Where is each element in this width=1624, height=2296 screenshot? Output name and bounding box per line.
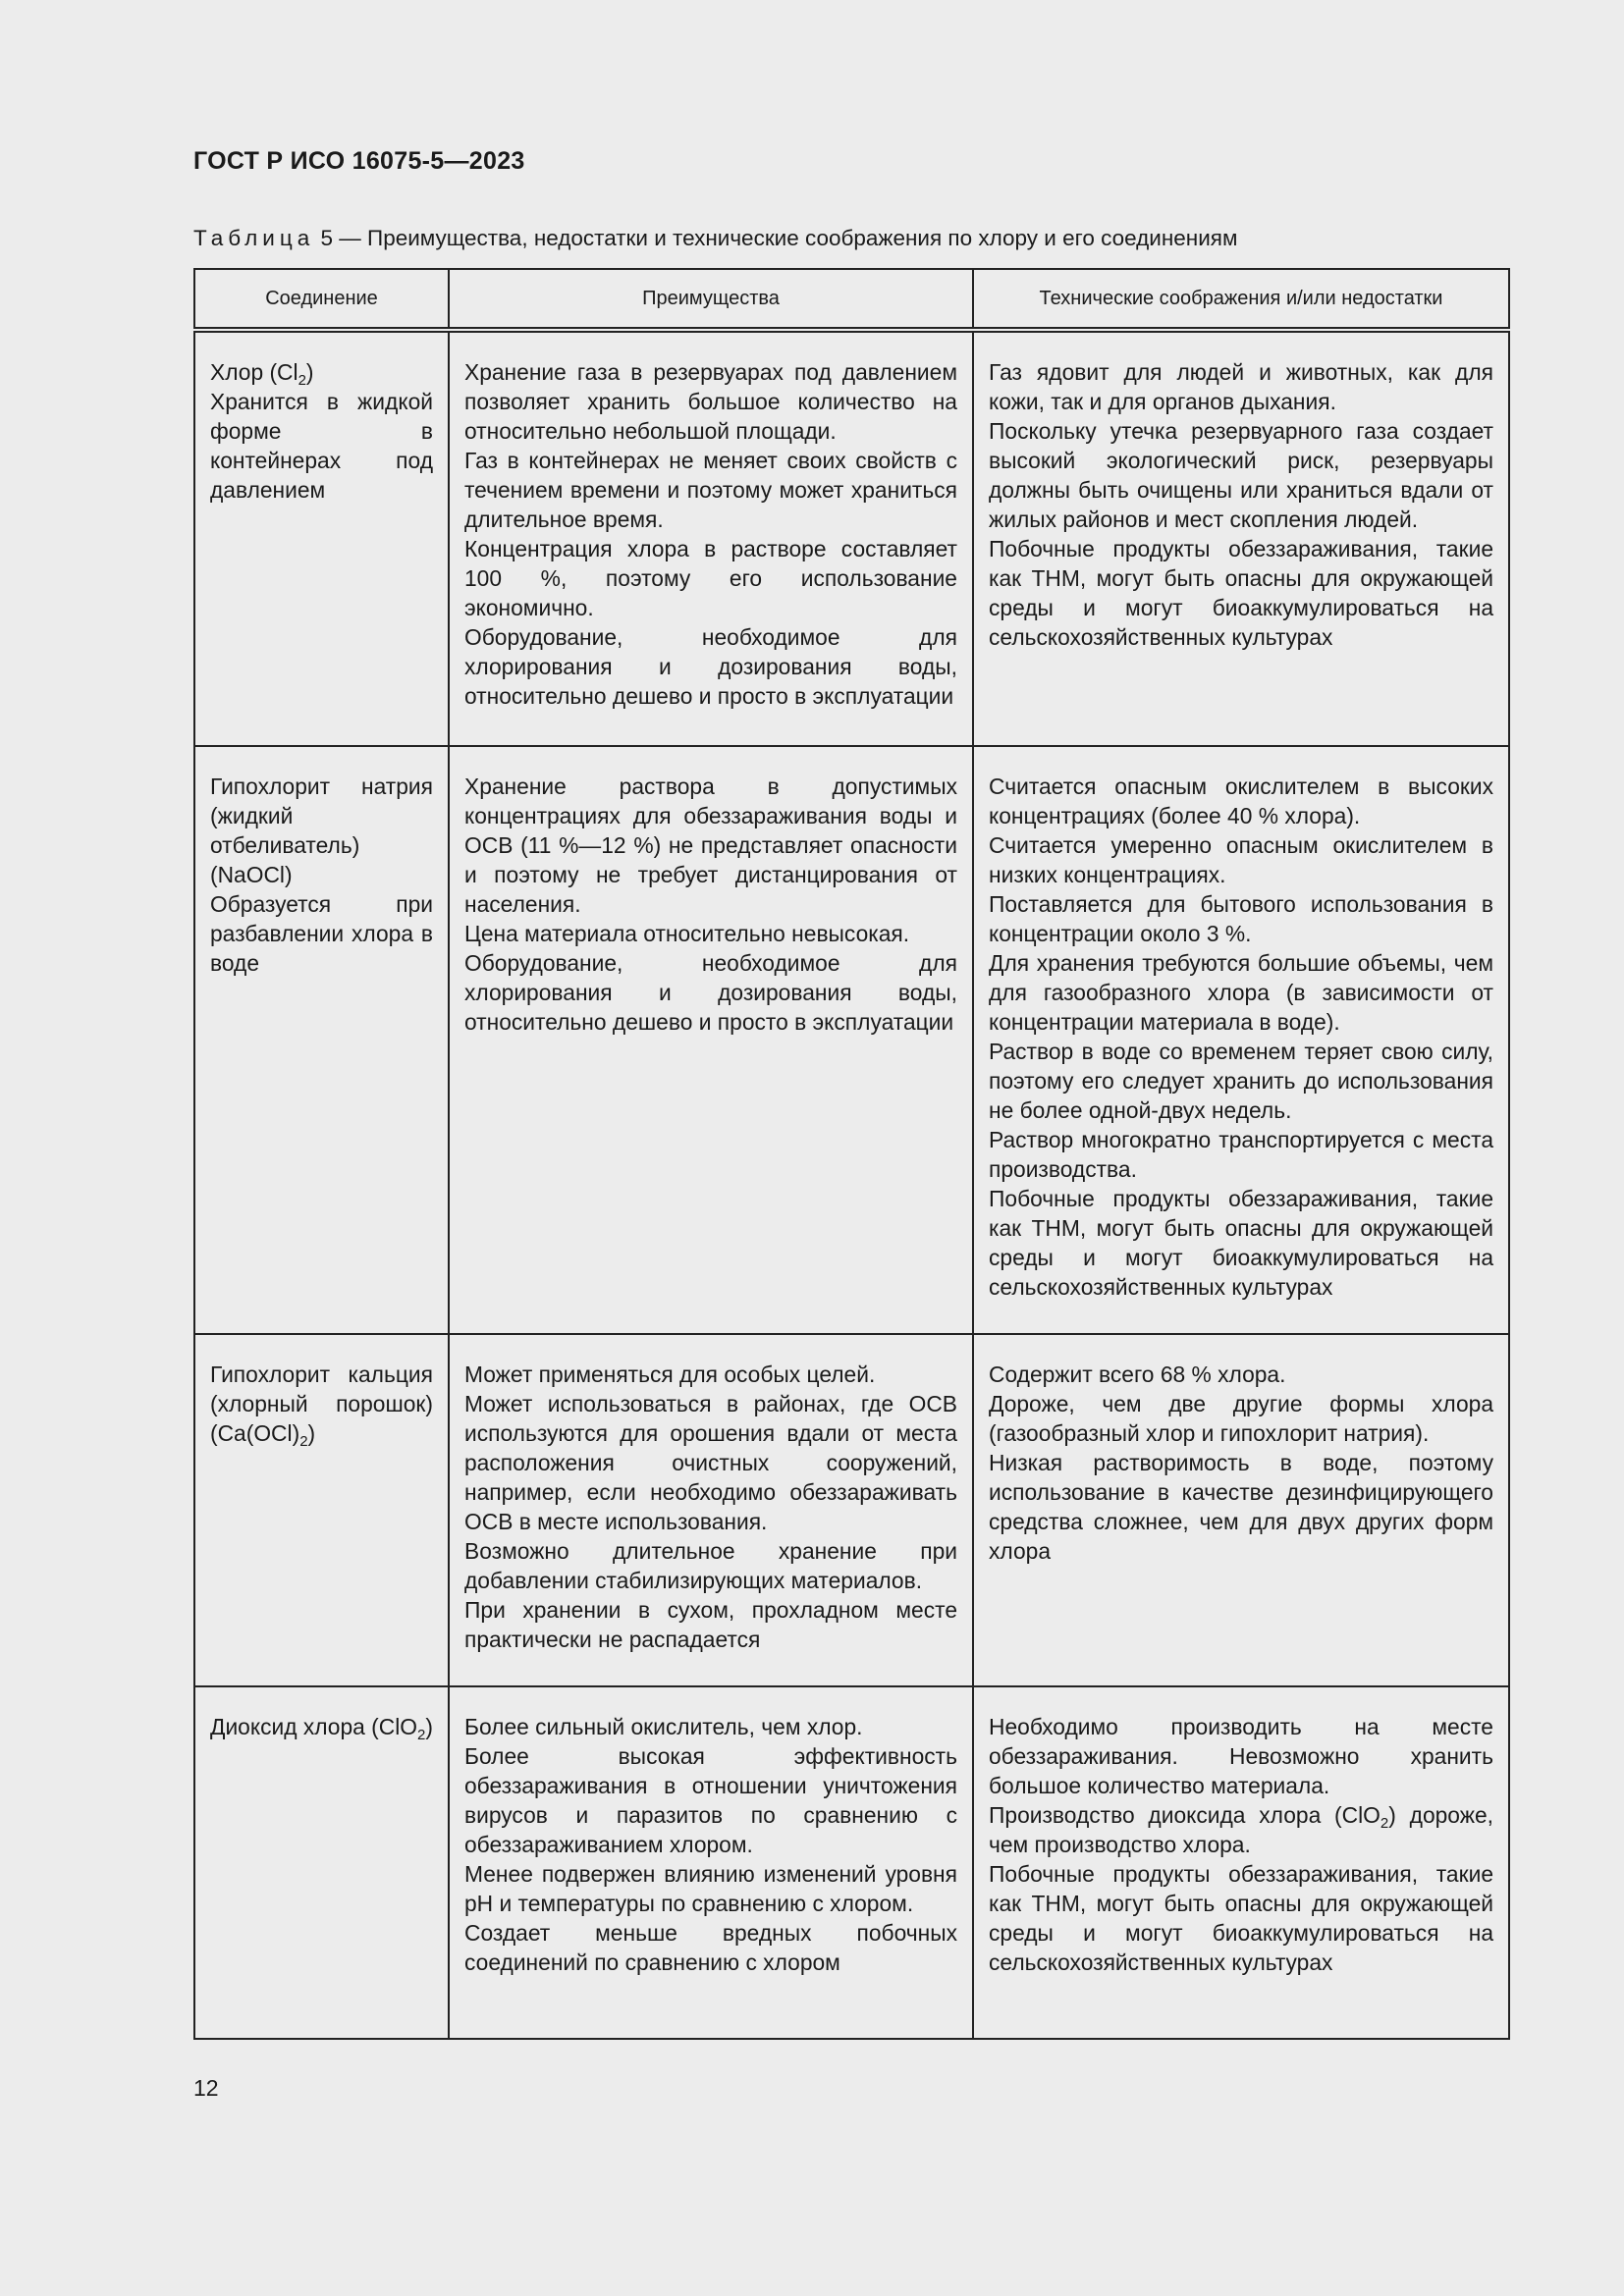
consideration-item: Дороже, чем две другие формы хлора (газообразный хлор и гипохлорит натрия). [989,1391,1493,1446]
consideration-item: Необходимо производить на месте обеззараживания. Невозможно хранить большое количество материала. [989,1714,1493,1798]
advantage-item: Создает меньше вредных побочных соединений по сравнению с хлором [464,1920,957,1975]
advantage-item: Хранение газа в резервуарах под давлением позволяет хранить большое количество на относительно небольшой площади. [464,359,957,444]
table-row [194,330,1509,746]
table-row [194,1334,1509,1686]
consideration-item: Раствор в воде со временем теряет свою силу, поэтому его следует хранить до использования не более одной-двух недель. [989,1039,1493,1123]
table-body [194,330,1509,2039]
consideration-item: Побочные продукты обеззараживания, такие как ТНМ, могут быть опасны для окружающей среды и могут биоаккумулироваться на сельскохозяйственных культурах [989,536,1493,650]
document-header: ГОСТ Р ИСО 16075-5—2023 [193,147,525,175]
consideration-item: Низкая растворимость в воде, поэтому использование в качестве дезинфицирующего средства сложнее, чем для двух других форм хлора [989,1450,1493,1564]
advantage-item: Оборудование, необходимое для хлорирования и дозирования воды, относительно дешево и просто в эксплуатации [464,624,957,709]
compound-cell [194,746,449,1334]
advantages-cell [449,1686,973,2039]
advantages-cell [449,1334,973,1686]
table-row [194,1686,1509,2039]
table-caption [193,226,1237,251]
column-header-advantages: Преимущества [449,269,973,330]
chlorine-comparison-table [193,268,1510,2040]
table-row [194,746,1509,1334]
advantage-item: Более высокая эффективность обеззараживания в отношении уничтожения вирусов и паразитов по сравнению с обеззараживанием хлором. [464,1743,957,1857]
consideration-item: Считается умеренно опасным окислителем в низких концентрациях. [989,832,1493,887]
consideration-item: Побочные продукты обеззараживания, такие как ТНМ, могут быть опасны для окружающей среды и могут биоаккумулироваться на сельскохозяйственных культурах [989,1861,1493,1975]
compound-name: Гипохлорит натрия (жидкий отбеливатель) (NaOCl) [210,774,433,887]
advantage-item: Менее подвержен влиянию изменений уровня pH и температуры по сравнению с хлором. [464,1861,957,1916]
page-number: 12 [193,2075,219,2101]
consideration-item: Побочные продукты обеззараживания, такие как ТНМ, могут быть опасны для окружающей среды и могут биоаккумулироваться на сельскохозяйственных культурах [989,1186,1493,1300]
column-header-considerations: Технические соображения и/или недостатки [973,269,1509,330]
compound-name: Диоксид хлора (ClO$_2$) [210,1714,433,1743]
advantage-item: Цена материала относительно невысокая. [464,921,910,946]
consideration-item: Производство диоксида хлора (ClO$_2$) дороже, чем производство хлора. [989,1802,1493,1857]
advantage-item: При хранении в сухом, прохладном месте практически не распадается [464,1597,957,1652]
caption-title: — Преимущества, недостатки и технические соображения по хлору и его соединениям [339,226,1238,250]
compound-name: Гипохлорит кальция (хлорный порошок) $(Ca(OCl)_2)$ [210,1362,433,1450]
consideration-item: Для хранения требуются большие объемы, чем для газообразного хлора (в зависимости от концентрации материала в воде). [989,950,1493,1035]
consideration-item: Считается опасным окислителем в высоких концентрациях (более 40 % хлора). [989,774,1493,828]
advantage-item: Оборудование, необходимое для хлорирования и дозирования воды, относительно дешево и просто в эксплуатации [464,950,957,1035]
caption-number: 5 [320,226,334,250]
advantage-item: Может применяться для особых целей. [464,1362,876,1387]
consideration-item: Поскольку утечка резервуарного газа создает высокий экологический риск, резервуары должны быть очищены или храниться вдали от жилых районов и мест скопления людей. [989,418,1493,532]
column-header-compound: Соединение [194,269,449,330]
consideration-item: Газ ядовит для людей и животных, как для кожи, так и для органов дыхания. [989,359,1493,414]
compound-cell [194,1686,449,2039]
advantage-item: Концентрация хлора в растворе составляет 100 %, поэтому его использование экономично. [464,536,957,620]
consideration-item: Поставляется для бытового использования в концентрации около 3 %. [989,891,1493,946]
considerations-cell [973,1686,1509,2039]
compound-note: Образуется при разбавлении хлора в воде [210,891,433,976]
table-header-row [194,269,1509,330]
advantage-item: Может использоваться в районах, где ОСВ используются для орошения вдали от места расположения очистных сооружений, например, если необходимо обеззараживать ОСВ в месте использования. [464,1391,957,1534]
advantages-cell [449,746,973,1334]
compound-name: Хлор $(Cl_2)$ [210,359,314,389]
considerations-cell [973,746,1509,1334]
advantage-item: Более сильный окислитель, чем хлор. [464,1714,863,1739]
considerations-cell [973,1334,1509,1686]
caption-label: Таблица [193,226,315,250]
considerations-cell [973,330,1509,746]
advantage-item: Хранение раствора в допустимых концентрациях для обеззараживания воды и ОСВ (11 %—12 %) не представляет опасности и поэтому не требует дистанцирования от населения. [464,774,957,917]
compound-cell [194,330,449,746]
compound-cell [194,1334,449,1686]
advantage-item: Газ в контейнерах не меняет своих свойств с течением времени и поэтому может храниться длительное время. [464,448,957,532]
advantages-cell [449,330,973,746]
advantage-item: Возможно длительное хранение при добавлении стабилизирующих материалов. [464,1538,957,1593]
consideration-item: Раствор многократно транспортируется с места производства. [989,1127,1493,1182]
consideration-item: Содержит всего 68 % хлора. [989,1362,1286,1387]
compound-note: Хранится в жидкой форме в контейнерах под давлением [210,389,433,503]
